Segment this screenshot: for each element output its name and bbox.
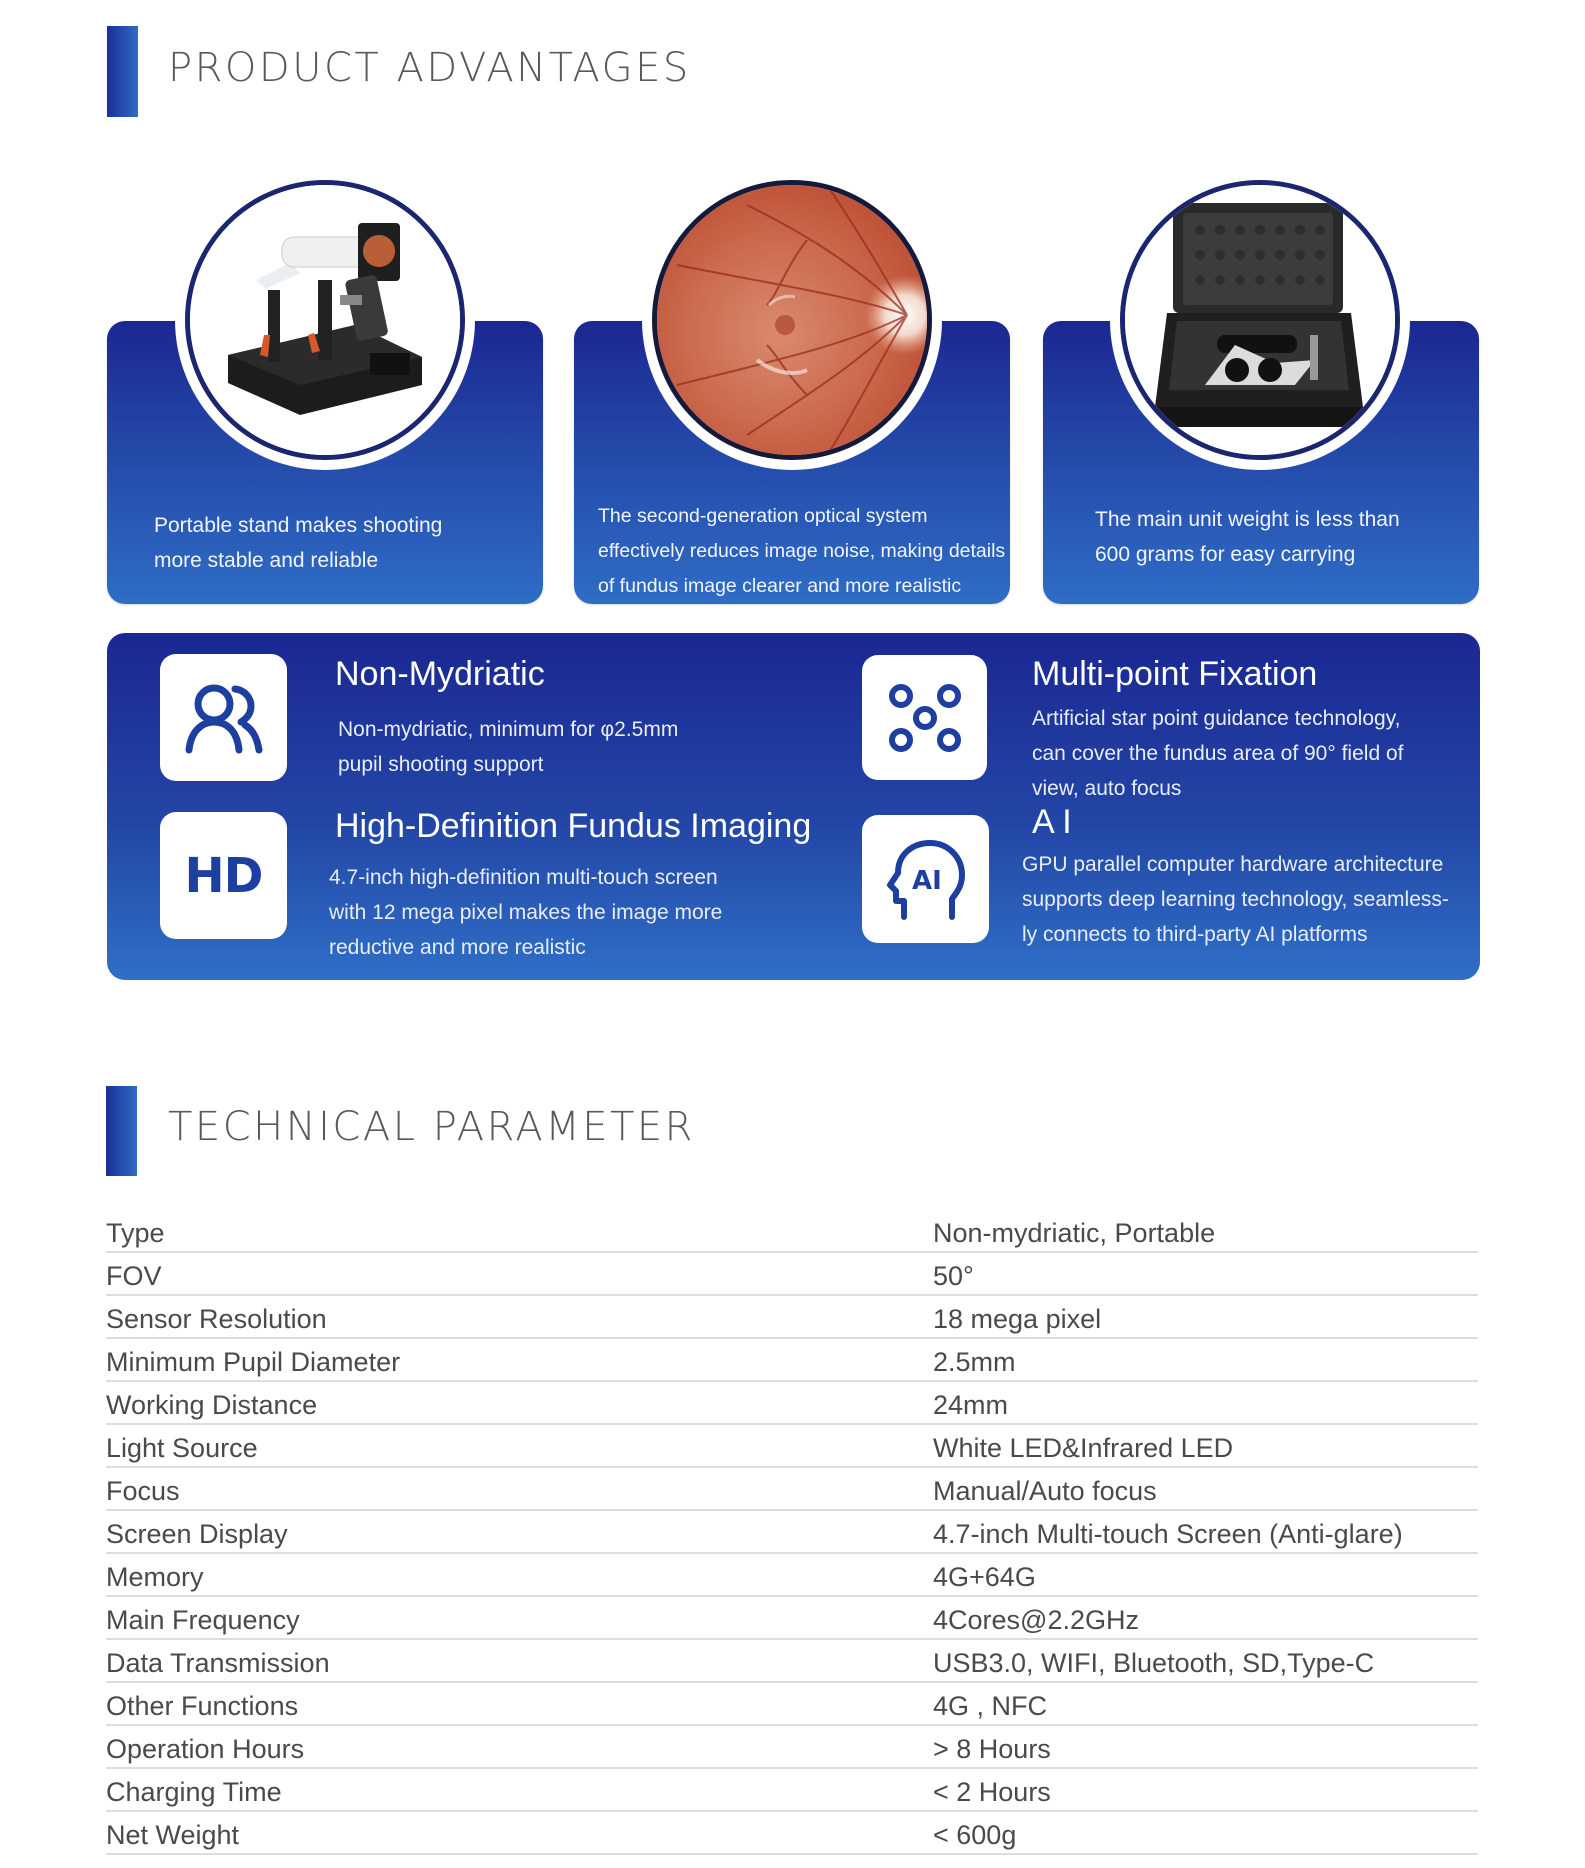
card-line: of fundus image clearer and more realistic	[598, 575, 962, 597]
spec-label: Data Transmission	[106, 1648, 330, 1678]
spec-label: Type	[106, 1218, 165, 1248]
section-title-technical: TECHNICAL PARAMETER	[168, 1104, 695, 1150]
advantage-card-text	[1095, 502, 1400, 572]
spec-label: Operation Hours	[106, 1734, 305, 1764]
feature-line: Artificial star point guidance technology,	[1032, 707, 1401, 730]
portable-stand-photo	[185, 180, 465, 460]
feature-title: Multi-point Fixation	[1032, 655, 1318, 693]
spec-label: Screen Display	[106, 1519, 288, 1549]
spec-row-net-weight	[106, 1812, 1478, 1855]
spec-label: Focus	[106, 1476, 180, 1506]
spec-value: White LED&Infrared LED	[933, 1433, 1234, 1463]
spec-row-focus	[106, 1468, 1478, 1511]
card-line: Portable stand makes shooting	[154, 514, 443, 537]
feature-line: can cover the fundus area of 90° field of	[1032, 742, 1404, 765]
spec-label: Other Functions	[106, 1691, 299, 1721]
photo-ring	[642, 170, 942, 470]
svg-text:AI: AI	[911, 866, 942, 896]
features-panel	[107, 633, 1480, 980]
feature-line: Non-mydriatic, minimum for φ2.5mm	[338, 718, 679, 741]
card-line: The main unit weight is less than	[1095, 508, 1400, 531]
feature-line: 4.7-inch high-definition multi-touch screen	[329, 866, 718, 889]
spec-label: FOV	[106, 1261, 162, 1291]
photo-ring	[175, 170, 475, 470]
spec-row-fov	[106, 1253, 1478, 1296]
carrying-case-photo	[1120, 180, 1400, 460]
feature-description	[329, 860, 722, 965]
advantage-card-text	[598, 499, 1005, 604]
spec-label: Net Weight	[106, 1820, 240, 1850]
spec-row-type	[106, 1210, 1478, 1253]
users-icon	[179, 678, 269, 758]
spec-value: Non-mydriatic, Portable	[933, 1218, 1216, 1248]
feature-title: Non-Mydriatic	[335, 655, 545, 693]
ai-head-icon	[886, 837, 966, 921]
spec-row-light-source	[106, 1425, 1478, 1468]
spec-value: < 2 Hours	[933, 1777, 1051, 1807]
spec-label: Main Frequency	[106, 1605, 300, 1635]
retina-image	[657, 185, 927, 455]
spec-row-charging-time	[106, 1769, 1478, 1812]
feature-line: with 12 mega pixel makes the image more	[329, 901, 723, 924]
section-title-advantages: PRODUCT ADVANTAGES	[168, 45, 691, 91]
feature-title: High-Definition Fundus Imaging	[335, 807, 812, 845]
card-line: more stable and reliable	[154, 549, 379, 572]
feature-description	[1022, 847, 1449, 952]
photo-ring	[1110, 170, 1410, 470]
feature-line: GPU parallel computer hardware architecture	[1022, 853, 1444, 876]
spec-value: Manual/Auto focus	[933, 1476, 1157, 1506]
case-image	[1125, 185, 1395, 455]
spec-label: Charging Time	[106, 1777, 282, 1807]
feature-icon-box	[862, 815, 989, 943]
feature-icon-box	[862, 655, 987, 780]
fundus-retina-photo	[652, 180, 932, 460]
advantage-card-text	[154, 508, 442, 578]
fixation-points-icon	[885, 678, 965, 758]
spec-label: Light Source	[106, 1433, 258, 1463]
spec-row-working-distance	[106, 1382, 1478, 1425]
section-accent-bar	[107, 26, 138, 117]
spec-label: Memory	[106, 1562, 204, 1592]
feature-icon-box	[160, 654, 287, 781]
spec-value: 2.5mm	[933, 1347, 1016, 1377]
spec-value: 4Cores@2.2GHz	[933, 1605, 1139, 1635]
spec-value: 4.7-inch Multi-touch Screen (Anti-glare)	[933, 1519, 1403, 1549]
feature-line: view, auto focus	[1032, 777, 1182, 800]
card-line: 600 grams for easy carrying	[1095, 543, 1356, 566]
spec-value: 4G+64G	[933, 1562, 1036, 1592]
card-line: effectively reduces image noise, making details	[598, 540, 1006, 562]
spec-row-operation-hours	[106, 1726, 1478, 1769]
section-accent-bar	[106, 1086, 137, 1176]
card-line: The second-generation optical system	[598, 505, 928, 527]
stand-device-image	[190, 185, 460, 455]
spec-value: 18 mega pixel	[933, 1304, 1102, 1334]
spec-value: 24mm	[933, 1390, 1009, 1420]
spec-row-memory	[106, 1554, 1478, 1597]
spec-label: Sensor Resolution	[106, 1304, 327, 1334]
spec-value: > 8 Hours	[933, 1734, 1051, 1764]
feature-line: ly connects to third-party AI platforms	[1022, 923, 1368, 946]
spec-table	[106, 1210, 1478, 1855]
spec-value: USB3.0, WIFI, Bluetooth, SD,Type-C	[933, 1648, 1375, 1678]
spec-row-other-functions	[106, 1683, 1478, 1726]
feature-title: A I	[1032, 803, 1072, 841]
feature-line: pupil shooting support	[338, 753, 544, 776]
feature-line: supports deep learning technology, seamless-	[1022, 888, 1449, 911]
feature-description	[338, 712, 678, 782]
spec-row-sensor-resolution	[106, 1296, 1478, 1339]
spec-row-data-transmission	[106, 1640, 1478, 1683]
spec-row-main-frequency	[106, 1597, 1478, 1640]
feature-description	[1032, 701, 1403, 806]
spec-label: Minimum Pupil Diameter	[106, 1347, 401, 1377]
spec-value: 4G , NFC	[933, 1691, 1048, 1721]
spec-value: < 600g	[933, 1820, 1017, 1850]
spec-value: 50°	[933, 1261, 974, 1291]
spec-label: Working Distance	[106, 1390, 318, 1420]
feature-icon-box	[160, 812, 287, 939]
spec-row-minimum-pupil-diameter	[106, 1339, 1478, 1382]
feature-line: reductive and more realistic	[329, 936, 586, 959]
hd-icon: HD	[184, 847, 263, 904]
spec-row-screen-display	[106, 1511, 1478, 1554]
